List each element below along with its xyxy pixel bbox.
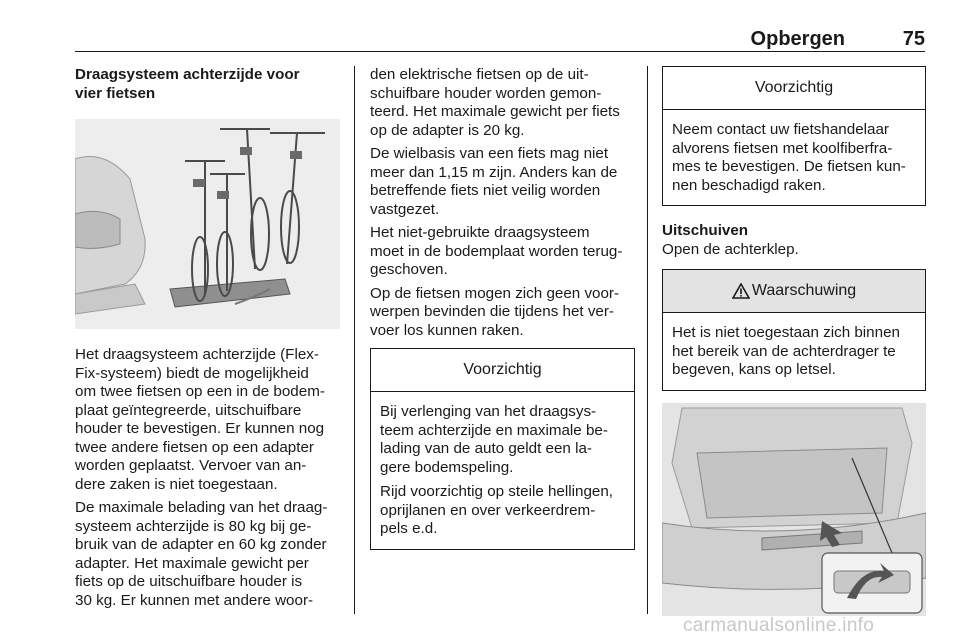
caution-body: Neem contact uw fietshandelaar alvorens fietsen met koolfiberfra- mes te bevestigen. De fietsen kun- nen beschadigd raken. [672, 121, 906, 194]
paragraph: De wielbasis van een fiets mag niet meer dan 1,15 m zijn. Anders kan de betreffende fiets niet veilig worden vastgezet. [370, 145, 618, 218]
warning-body: Het is niet toegestaan zich binnen het bereik van de achterdrager te begeven, kans op letsel. [672, 324, 900, 378]
column-divider-1 [354, 66, 355, 614]
column-3 [662, 66, 926, 633]
section-heading: Draagsysteem achterzijde voor vier fietsen [75, 66, 300, 102]
column-divider-2 [647, 66, 648, 614]
page-number: 75 [902, 28, 925, 50]
warning-box [662, 269, 926, 391]
subheading: Uitschuiven [662, 222, 749, 239]
section-title: Opbergen [750, 28, 845, 50]
caution-paragraph: Bij verlenging van het draagsys- teem achterzijde en maximale be- lading van de auto geldt een la- gere bodemspeling. [380, 403, 608, 476]
bike-carrier-illustration [75, 119, 340, 329]
paragraph: den elektrische fietsen op de uit- schuifbare houder worden gemon- teerd. Het maximale gewicht per fiets op de adapter is 20 kg. [370, 66, 620, 139]
paragraph: Het draagsysteem achterzijde (Flex- Fix-systeem) biedt de mogelijkheid om twee fietsen op een in de bodem- plaat geïntegreerde, uitschuifbare houder te bevestigen. Er kunnen nog twee andere fietsen op een adapter worden geplaatst. Vervoer van an- dere zaken is niet toegestaan. [75, 346, 325, 493]
column-2 [370, 66, 635, 550]
caution-title: Voorzichtig [371, 349, 634, 392]
caution-paragraph: Rijd voorzichtig op steile hellingen, oprijlanen en over verkeerdrem- pels e.d. [380, 483, 614, 537]
warning-triangle-icon [732, 283, 750, 299]
caution-box [662, 66, 926, 206]
column-1 [75, 66, 340, 610]
caution-body [371, 392, 634, 549]
watermark: carmanualsonline.info [683, 615, 875, 636]
warning-title: Waarschuwing [751, 281, 857, 299]
trunk-latch-illustration [662, 403, 926, 616]
caution-box [370, 348, 635, 550]
paragraph: Het niet-gebruikte draagsysteem moet in de bodemplaat worden terug- geschoven. [370, 224, 623, 278]
paragraph: Op de fietsen mogen zich geen voor- werpen bevinden die tijdens het ver- voer los kunnen raken. [370, 284, 620, 339]
trunk-latch-drawing [662, 403, 926, 616]
page-header [75, 26, 925, 52]
paragraph: De maximale belading van het draag- systeem achterzijde is 80 kg bij ge- bruik van de adapter en 60 kg zonder adapter. Het maximale gewicht per fiets op de uitschuifbare houder is 30 kg. Er kunnen met andere woor- [75, 499, 328, 609]
caution-title: Voorzichtig [663, 67, 925, 110]
warning-header [663, 270, 925, 313]
instruction-text: Open de achterklep. [662, 240, 799, 258]
bike-carrier-drawing [75, 119, 340, 329]
